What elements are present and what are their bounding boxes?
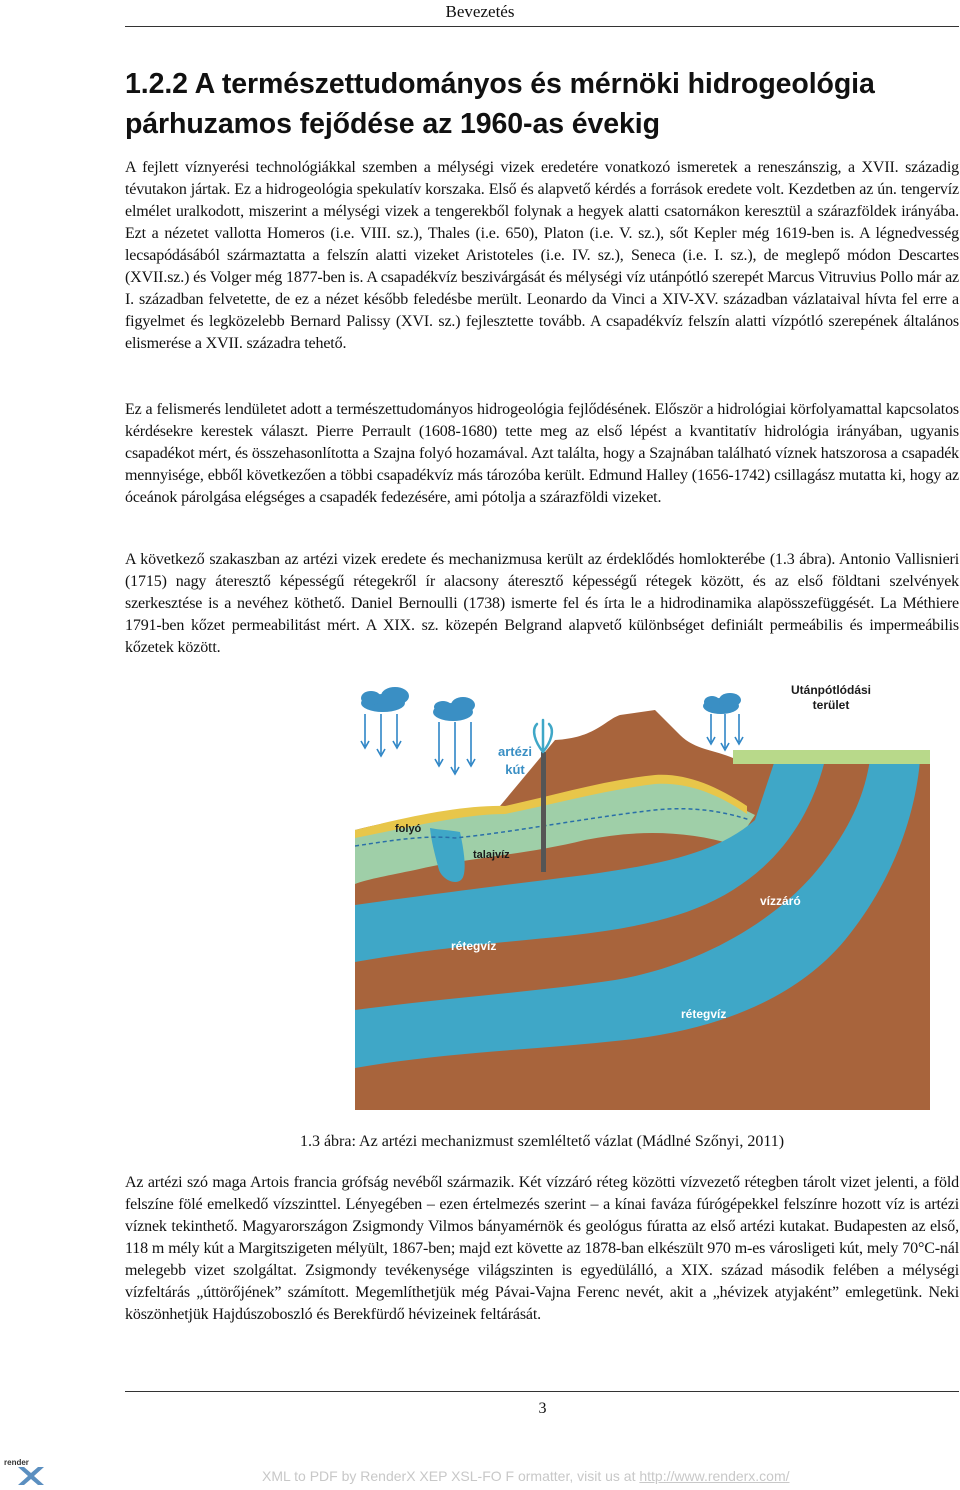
page-number: 3 [538, 1400, 547, 1417]
artesian-diagram [355, 680, 930, 1110]
watermark-text: XML to PDF by RenderX XEP XSL-FO F ormatter, visit us at [262, 1468, 640, 1484]
paragraph-1: A fejlett víznyerési technológiákkal szemben a mélységi vizek eredetére vonatkozó ismeretek a reneszánszig, a XVII. századig tévutakon jártak. Ez a hidrogeológia spekulatív korszaka. Első és alapvető kérdés a források eredete volt. Kezdetben az ún. tengervíz elmélet uralkodott, miszerint a mélységi vizek a tengerekből folynak a hegyek alatti csatornákon keresztül a szárazföldek irányába. Ezt a nézetet vallotta Homeros (i.e. VIII. sz.), Thales (i.e. 650), Platon (i.e. V. sz.), sőt Kepler még 1619-ben is. A légnedvesség lecsapódásából származtatta a felszín alatti vizeket Aristoteles (i.e. IV. sz.), Seneca (i.e. I. sz.), de meglepő módon Descartes (XVII.sz.) és Volger még 1877-ben is. A csapadékvíz beszivárgását és mélységi víz utánpótló szerepét Marcus Vitruvius Pollo már az I. században felvetette, de ez a nézet később feledésbe merült. Leonardo da Vinci a XIV-XV. században vázlataival hívta fel erre a figyelmet és legközelebb Bernard Palissy (XVI. sz.) fejlesztette tovább. A csapadékvíz felszín alatti vízpótló szerepének általános elismerése a XVII. századra tehető. [125, 159, 959, 352]
renderx-logo-icon [4, 1455, 44, 1485]
label-recharge-1: Utánpótlódási [791, 683, 871, 697]
paragraph-4: Az artézi szó maga Artois francia grófság nevéből származik. Két vízzáró réteg közötti vízvezető rétegben tárolt vizet jelenti, a föld felszíne fölé emelkedő vízszinttel. Lényegében – ezen értelmezés szerint – a kínai faváza fúrógépekkel felszínre hozott víz is artézi víznek tekinthető. Magyarországon Zsigmondy Vilmos bányamérnök és geológus fúratta az első artézi kutakat. Budapesten az első, 118 m mély kút a Margitszigeten mélyült, 1867-ben; majd ezt követte az 1878-ban elkészült 970 m-es városligeti kút, mely 70°C-nál melegebb vizet szolgáltat. Zsigmondy tevékenysége világszinten is egyedülálló, a XIX. század második felében a mélységi vízfeltárás „úttörőjének” számított. Megemlíthetjük még Pávai-Vajna Ferenc nevét, akit a „hévizek atyjaként” emlegetünk. Neki köszönhetjük Hajdúszoboszló és Berekfürdő hévizeinek feltárását. [125, 1174, 959, 1323]
artesian-diagram-svg [355, 680, 930, 1110]
label-well-2: kút [505, 762, 525, 777]
running-head: Bevezetés [445, 2, 515, 21]
label-groundwater: talajvíz [473, 849, 510, 861]
label-river: folyó [395, 823, 422, 835]
section-title: 1.2.2 A természettudományos és mérnöki hidrogeológia párhuzamos fejődése az 1960-as évekig [125, 68, 875, 140]
renderx-logo-text: render [4, 1458, 29, 1467]
paragraph-3: A következő szakaszban az artézi vizek eredete és mechanizmusa került az érdeklődés homlokterébe (1.3 ábra). Antonio Vallisnieri (1715) nagy áteresztő képességű rétegekről ír alacsony áteresztő képességű rétegek között, és az első földtani szelvények szerkesztése is a nevéhez köthető. Daniel Bernoulli (1738) ismerte fel és írta le a hidrodinamika alapösszefüggését. La Méthiere 1791-ben kőzet permeabilitást mért. A XIX. sz. közepén Belgrand alapvető különbséget definiált permeábilis és impermeábilis kőzetek között. [125, 551, 959, 656]
paragraph-2: Ez a felismerés lendületet adott a természettudományos hidrogeológia fejlődésének. Először a hidrológiai körfolyamattal kapcsolatos kérdésekre kerestek választ. Pierre Perrault (1608-1680) tette meg az első lépést a kvantitatív hidrológia irányában, ugyanis csapadékot mért, és összehasonlította a Szajna folyó hozamával. Azt találta, hogy a Szajnában található víznek hatszorosa a csapadék mennyisége, ebből következően a többi csapadékvíz más tározóba került. Edmund Halley (1656-1742) csillagász mutatta ki, hogy az óceánok párolgása elégséges a csapadék fedezésére, ami pótolja a szárazföldi vizeket. [125, 401, 959, 506]
header-divider [125, 26, 959, 27]
label-confined-1: rétegvíz [451, 939, 497, 953]
label-aquitard: vízzáró [760, 894, 801, 908]
renderx-logo [4, 1455, 44, 1485]
watermark [262, 1467, 790, 1485]
footer-divider [125, 1391, 959, 1392]
label-confined-2: rétegvíz [681, 1007, 727, 1021]
watermark-link[interactable]: http://www.renderx.com/ [639, 1468, 790, 1484]
label-recharge-2: terület [812, 698, 850, 712]
figure-caption: 1.3 ábra: Az artézi mechanizmust szemléltető vázlat (Mádlné Szőnyi, 2011) [299, 1133, 785, 1150]
recharge-surface [733, 750, 930, 764]
label-well-1: artézi [498, 744, 532, 759]
